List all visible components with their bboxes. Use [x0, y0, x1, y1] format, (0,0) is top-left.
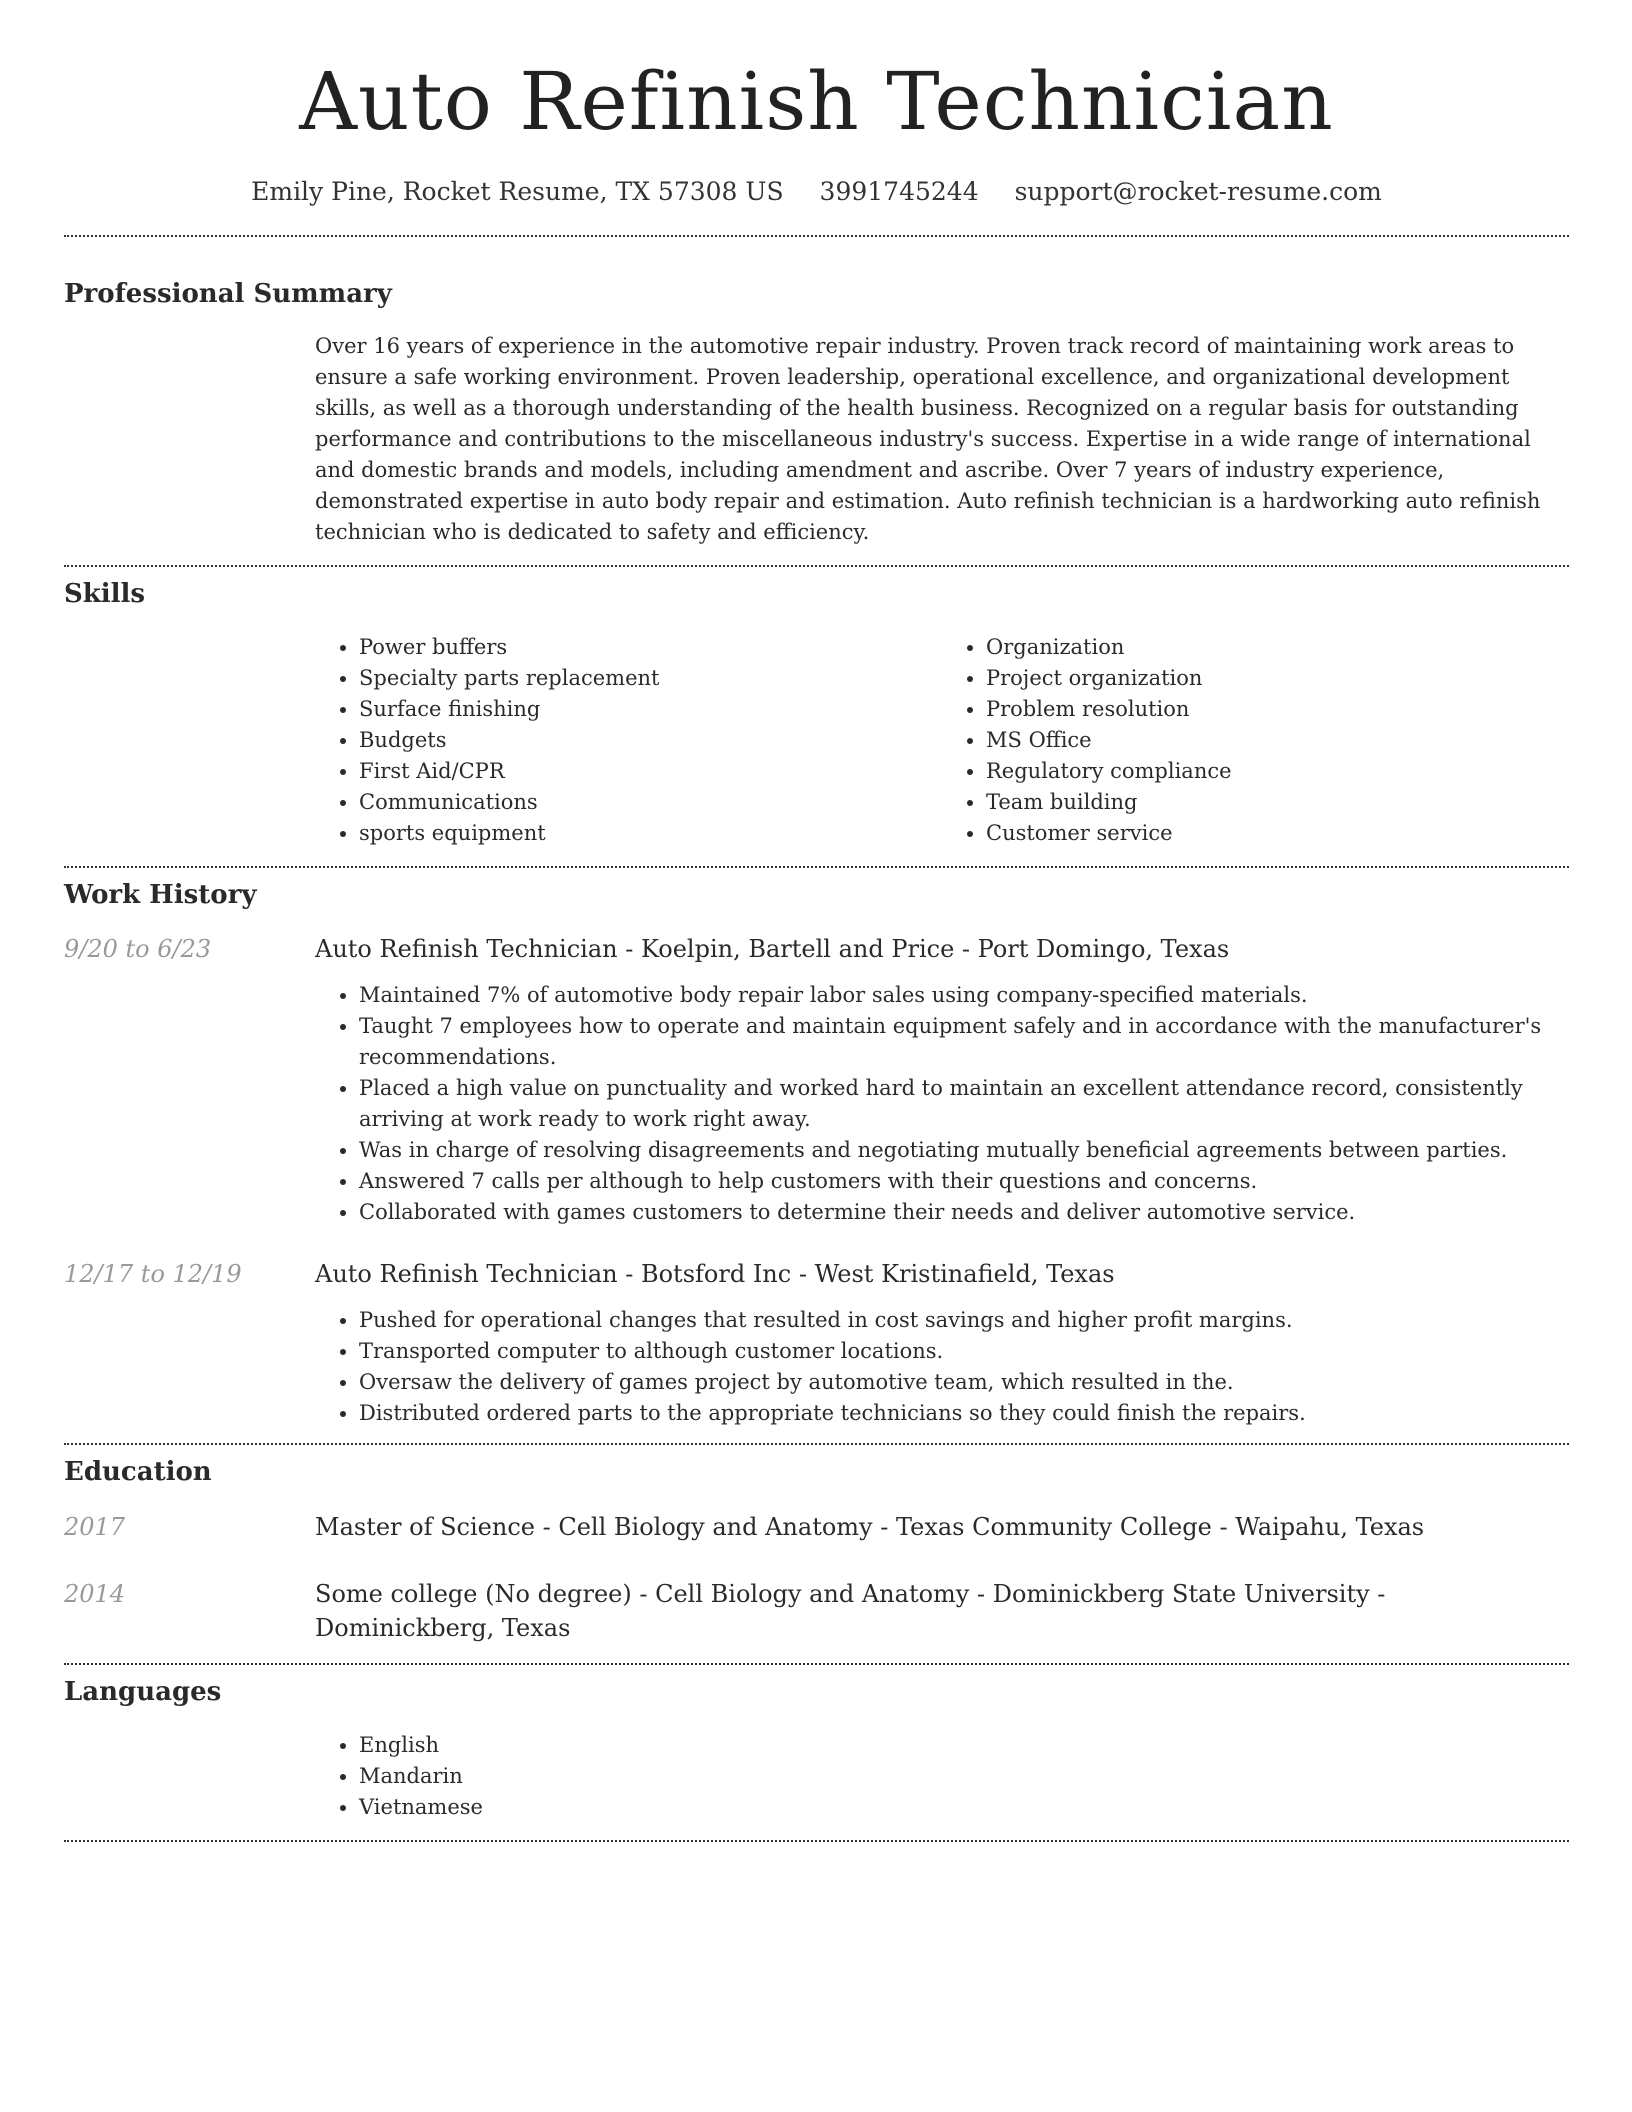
- education-field: Cell Biology and Anatomy: [655, 1580, 970, 1608]
- education-heading-line: Master of Science - Cell Biology and Anatomy - Texas Community College - Waipahu, Texas: [315, 1513, 1425, 1541]
- job-bullet: • Answered 7 calls per although to help customers with their questions and concerns.: [359, 1166, 1569, 1197]
- job-location: Port Domingo, Texas: [977, 935, 1230, 963]
- skill-item: • Power buffers: [359, 632, 942, 663]
- contact-name-address: Emily Pine, Rocket Resume, TX 57308 US: [251, 177, 784, 206]
- job-bullet: • Taught 7 employees how to operate and maintain equipment safely and in accordance with the manufacturer's recommendations.: [359, 1011, 1569, 1073]
- education-entry: [64, 1510, 1569, 1544]
- job-title: Auto Refinish Technician: [315, 935, 618, 963]
- job-bullet: • Transported computer to although customer locations.: [359, 1336, 1569, 1367]
- skill-item: • Surface finishing: [359, 694, 942, 725]
- job-bullets: [315, 980, 1569, 1228]
- skill-item: • Team building: [986, 787, 1569, 818]
- language-item: • Mandarin: [359, 1761, 1569, 1792]
- job-title: Auto Refinish Technician: [315, 1260, 618, 1288]
- job-bullet: • Placed a high value on punctuality and worked hard to maintain an excellent attendance record, consistently arriving at work ready to work right away.: [359, 1073, 1569, 1135]
- languages-heading: Languages: [64, 1677, 222, 1707]
- language-item: • English: [359, 1730, 1569, 1761]
- contact-phone: 3991745244: [819, 177, 979, 206]
- job-bullet: • Collaborated with games customers to determine their needs and deliver automotive service.: [359, 1197, 1569, 1228]
- skill-item: • Problem resolution: [986, 694, 1569, 725]
- education-degree: Some college (No degree): [315, 1580, 632, 1608]
- education-heading-line: Some college (No degree) - Cell Biology and Anatomy - Dominickberg State University - Dominickberg, Texas: [315, 1580, 1386, 1642]
- section-divider: [64, 565, 1569, 567]
- education-location: Dominickberg, Texas: [315, 1614, 571, 1642]
- skill-item: • Specialty parts replacement: [359, 663, 942, 694]
- contact-line: [64, 176, 1569, 208]
- resume-title: Auto Refinish Technician: [299, 55, 1334, 148]
- section-divider: [64, 235, 1569, 237]
- languages-section: [64, 1675, 1569, 1823]
- skill-item: • Communications: [359, 787, 942, 818]
- education-location: Waipahu, Texas: [1235, 1513, 1425, 1541]
- skill-item: • Project organization: [986, 663, 1569, 694]
- skills-section: [64, 577, 1569, 849]
- skills-list-left: [315, 632, 942, 849]
- education-degree: Master of Science: [315, 1513, 535, 1541]
- summary-text: Over 16 years of experience in the automotive repair industry. Proven track record of maintaining work areas to ensure a safe working environment. Proven leadership, operational excellence, and organizational development skills, as well as a thorough understanding of the health business. Recognized on a regular basis for outstanding performance and contributions to the miscellaneous industry's success. Expertise in a wide range of international and domestic brands and models, including amendment and ascribe. Over 7 years of industry experience, demonstrated expertise in auto body repair and estimation. Auto refinish technician is a hardworking auto refinish technician who is dedicated to safety and efficiency.: [315, 334, 1541, 544]
- skills-grid: [315, 632, 1569, 849]
- education-heading: Education: [64, 1457, 212, 1487]
- skill-item: • sports equipment: [359, 818, 942, 849]
- skill-item: • MS Office: [986, 725, 1569, 756]
- job-heading: Auto Refinish Technician - Botsford Inc - West Kristinafield, Texas: [315, 1260, 1115, 1288]
- job-bullet: • Oversaw the delivery of games project by automotive team, which resulted in the.: [359, 1367, 1569, 1398]
- education-year: 2017: [64, 1513, 126, 1541]
- job-bullet: • Was in charge of resolving disagreements and negotiating mutually beneficial agreements between parties.: [359, 1135, 1569, 1166]
- education-school: Texas Community College: [895, 1513, 1212, 1541]
- job-bullet: • Pushed for operational changes that resulted in cost savings and higher profit margins.: [359, 1305, 1569, 1336]
- contact-email: support@rocket-resume.com: [1014, 177, 1382, 206]
- work-history-heading: Work History: [64, 880, 257, 910]
- section-divider: [64, 866, 1569, 868]
- job-bullets: [315, 1305, 1569, 1429]
- job-heading: Auto Refinish Technician - Koelpin, Bartell and Price - Port Domingo, Texas: [315, 935, 1230, 963]
- job-entry: [64, 932, 1569, 1228]
- skill-item: • Regulatory compliance: [986, 756, 1569, 787]
- education-school: Dominickberg State University: [992, 1580, 1370, 1608]
- skill-item: • First Aid/CPR: [359, 756, 942, 787]
- education-field: Cell Biology and Anatomy: [558, 1513, 873, 1541]
- skills-heading: Skills: [64, 579, 146, 609]
- section-divider: [64, 1443, 1569, 1445]
- education-entry: [64, 1577, 1569, 1645]
- skill-item: • Organization: [986, 632, 1569, 663]
- summary-section: [64, 277, 1569, 548]
- job-company: Botsford Inc: [640, 1260, 792, 1288]
- skill-item: • Budgets: [359, 725, 942, 756]
- job-bullet: • Distributed ordered parts to the appropriate technicians so they could finish the repairs.: [359, 1398, 1569, 1429]
- resume-page: [64, 0, 1569, 1842]
- job-dates: 12/17 to 12/19: [64, 1260, 242, 1288]
- job-dates: 9/20 to 6/23: [64, 935, 212, 963]
- work-history-section: [64, 878, 1569, 1429]
- section-divider: [64, 1663, 1569, 1665]
- skill-item: • Customer service: [986, 818, 1569, 849]
- language-item: • Vietnamese: [359, 1792, 1569, 1823]
- job-location: West Kristinafield, Texas: [814, 1260, 1115, 1288]
- summary-heading: Professional Summary: [64, 279, 392, 309]
- job-bullet: • Maintained 7% of automotive body repair labor sales using company-specified materials.: [359, 980, 1569, 1011]
- languages-list: [315, 1730, 1569, 1823]
- skills-list-right: [942, 632, 1569, 849]
- job-entry: [64, 1257, 1569, 1429]
- section-divider: [64, 1840, 1569, 1842]
- education-section: [64, 1455, 1569, 1645]
- education-year: 2014: [64, 1580, 126, 1608]
- job-company: Koelpin, Bartell and Price: [640, 935, 955, 963]
